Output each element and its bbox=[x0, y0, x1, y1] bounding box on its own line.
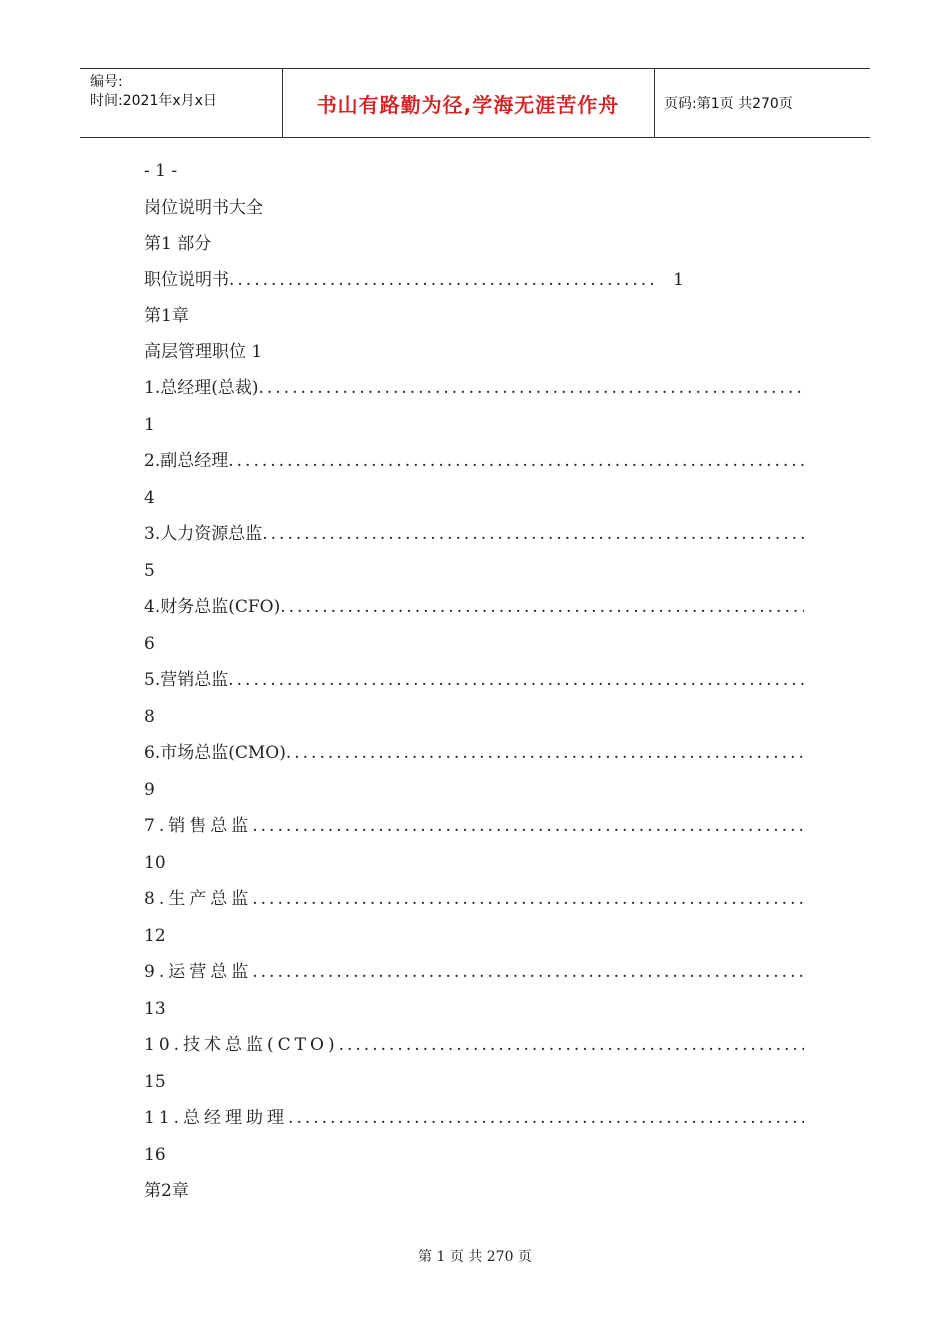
part-heading: 第1 部分 bbox=[144, 234, 212, 254]
document-header bbox=[80, 68, 870, 138]
toc-leader bbox=[252, 961, 804, 983]
toc-page: 4 bbox=[144, 488, 155, 508]
header-divider bbox=[654, 69, 655, 137]
toc-page: 15 bbox=[144, 1072, 166, 1092]
toc-entry[interactable] bbox=[144, 888, 804, 910]
toc-title: 3.人力资源总监 bbox=[144, 524, 263, 544]
toc-page: 9 bbox=[144, 780, 155, 800]
toc-page: 8 bbox=[144, 707, 155, 727]
toc-entry[interactable] bbox=[144, 596, 804, 618]
toc-title: 2.副总经理 bbox=[144, 451, 229, 471]
toc-entry-main[interactable] bbox=[144, 269, 684, 291]
toc-entry[interactable] bbox=[144, 961, 804, 983]
toc-entry[interactable] bbox=[144, 815, 804, 837]
toc-leader bbox=[339, 1034, 804, 1056]
toc-entry[interactable] bbox=[144, 1107, 804, 1129]
header-page-info: 页码:第1页 共270页 bbox=[664, 96, 793, 112]
toc-title: 5.营销总监 bbox=[144, 670, 229, 690]
toc-entry[interactable] bbox=[144, 669, 804, 691]
toc-page: 5 bbox=[144, 561, 155, 581]
toc-title: 4.财务总监(CFO) bbox=[144, 597, 281, 617]
toc-title: 11.总经理助理 bbox=[144, 1108, 289, 1128]
chapter-heading: 第1章 bbox=[144, 306, 189, 326]
footer-page-info: 第 1 页 共 270 页 bbox=[418, 1249, 532, 1265]
header-meta bbox=[90, 73, 217, 111]
toc-page: 13 bbox=[144, 999, 166, 1019]
toc-leader bbox=[229, 269, 657, 291]
time-label: 时间:2021年x月x日 bbox=[90, 93, 217, 109]
toc-leader bbox=[228, 669, 804, 691]
toc-title: 7.销售总监 bbox=[144, 816, 253, 836]
toc-title: 1.总经理(总裁) bbox=[144, 378, 259, 398]
toc-entry[interactable] bbox=[144, 742, 804, 764]
toc-leader bbox=[262, 523, 804, 545]
toc-page: 12 bbox=[144, 926, 166, 946]
page-footer bbox=[0, 1246, 950, 1266]
page-marker: - 1 - bbox=[144, 161, 178, 181]
toc-leader bbox=[258, 377, 804, 399]
toc-page: 16 bbox=[144, 1145, 166, 1165]
toc-leader bbox=[288, 1107, 804, 1129]
toc-leader bbox=[252, 815, 804, 837]
toc-page: 1 bbox=[673, 270, 684, 290]
toc-page: 10 bbox=[144, 853, 166, 873]
toc-title: 9.运营总监 bbox=[144, 962, 253, 982]
toc-entry[interactable] bbox=[144, 1034, 804, 1056]
toc-title: 6.市场总监(CMO) bbox=[144, 743, 286, 763]
toc-title: 职位说明书 bbox=[144, 270, 229, 290]
toc-page: 6 bbox=[144, 634, 155, 654]
chapter-heading: 第2章 bbox=[144, 1181, 189, 1201]
toc-entry[interactable] bbox=[144, 377, 804, 399]
toc-leader bbox=[280, 596, 804, 618]
toc-leader bbox=[228, 450, 804, 472]
toc-entry[interactable] bbox=[144, 523, 804, 545]
toc-leader bbox=[252, 888, 804, 910]
header-motto: 书山有路勤为径,学海无涯苦作舟 bbox=[316, 92, 620, 117]
toc-leader bbox=[286, 742, 804, 764]
section-heading: 高层管理职位 1 bbox=[144, 342, 263, 362]
toc-page: 1 bbox=[144, 415, 155, 435]
toc-title: 8.生产总监 bbox=[144, 889, 253, 909]
document-title: 岗位说明书大全 bbox=[144, 198, 263, 218]
toc-title: 10.技术总监(CTO) bbox=[144, 1035, 339, 1055]
number-label: 编号: bbox=[90, 74, 123, 90]
toc-entry[interactable] bbox=[144, 450, 804, 472]
